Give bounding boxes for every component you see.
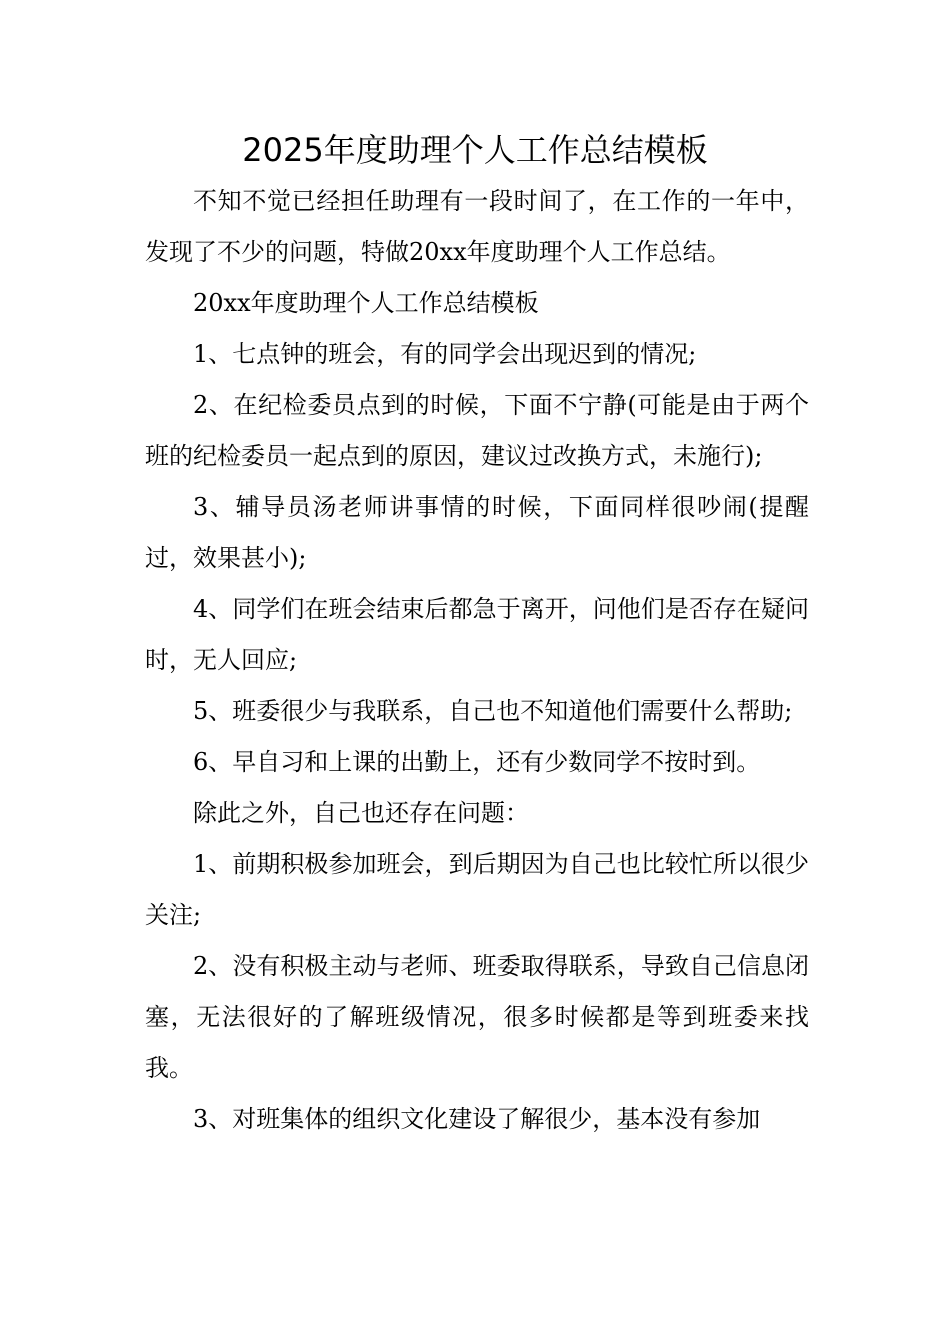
paragraph-self-item-2: 2、没有积极主动与老师、班委取得联系，导致自己信息闭塞，无法很好的了解班级情况，很多时候都是等到班委来找我。 <box>145 952 809 1082</box>
paragraph-item-4: 4、同学们在班会结束后都急于离开，问他们是否存在疑问时，无人回应; <box>145 595 809 674</box>
paragraph-item-5: 5、班委很少与我联系，自己也不知道他们需要什么帮助; <box>193 697 793 725</box>
paragraph-item-2: 2、在纪检委员点到的时候，下面不宁静(可能是由于两个班的纪检委员一起点到的原因，建议过改换方式，未施行); <box>145 391 809 470</box>
paragraph-item-1: 1、七点钟的班会，有的同学会出现迟到的情况; <box>193 340 697 368</box>
document-body <box>145 176 809 1145</box>
paragraph-subtitle: 20xx年度助理个人工作总结模板 <box>193 289 539 317</box>
paragraph-self-item-1: 1、前期积极参加班会，到后期因为自己也比较忙所以很少关注; <box>145 850 809 929</box>
paragraph-intro: 不知不觉已经担任助理有一段时间了，在工作的一年中，发现了不少的问题，特做20xx年度助理个人工作总结。 <box>145 187 809 266</box>
paragraph-self-item-3: 3、对班集体的组织文化建设了解很少，基本没有参加 <box>193 1105 761 1133</box>
paragraph-self-issues-heading: 除此之外，自己也还存在问题： <box>193 799 529 827</box>
document-title: 2025年度助理个人工作总结模板 <box>242 131 708 169</box>
paragraph-item-3: 3、辅导员汤老师讲事情的时候，下面同样很吵闹(提醒过，效果甚小); <box>145 493 809 572</box>
paragraph-item-6: 6、早自习和上课的出勤上，还有少数同学不按时到。 <box>193 748 761 776</box>
